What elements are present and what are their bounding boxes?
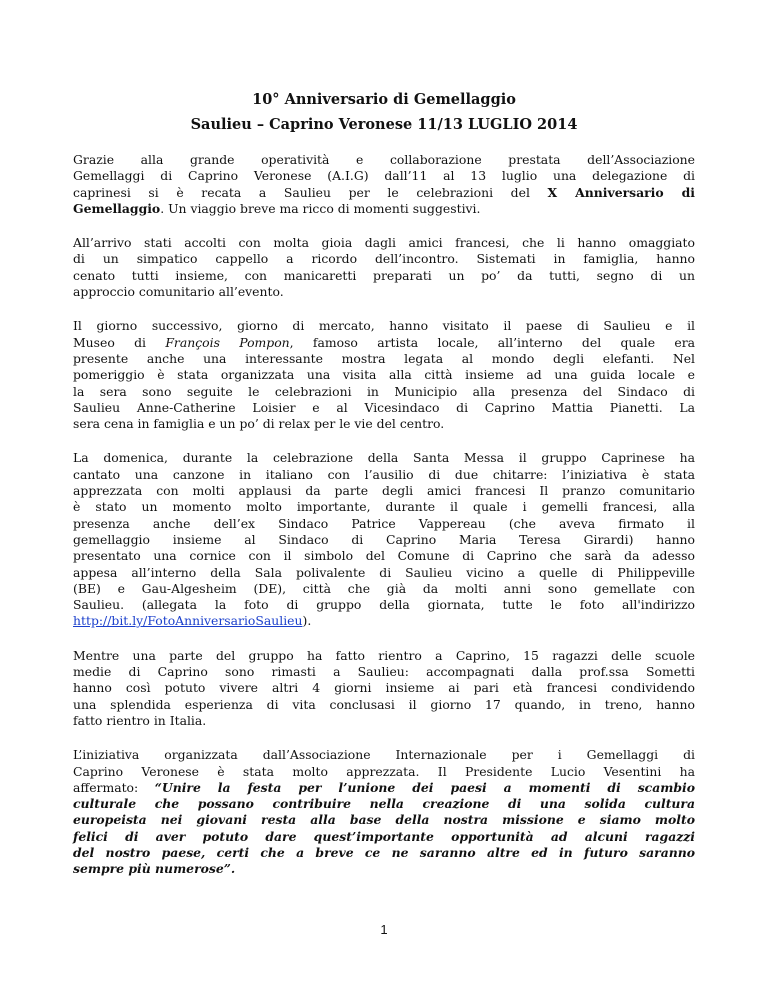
text-segment: fatto rientro in Italia. [73, 712, 207, 728]
text-line [73, 597, 695, 613]
text-line [73, 499, 695, 515]
text-line [73, 400, 695, 416]
text-segment: X Anniversario di [547, 184, 695, 200]
text-line [73, 152, 695, 168]
paragraph [73, 450, 695, 629]
text-line [73, 845, 695, 861]
text-segment: pomeriggio è stata organizzata una visita alla città insieme ad una guida locale e [73, 367, 695, 383]
text-segment: cenato tutti insieme, con manicaretti preparati un po’ da tutti, segno di un [73, 267, 695, 283]
text-segment: , famoso artista locale, all’interno del quale era [289, 334, 695, 350]
text-line [73, 648, 695, 664]
text-segment: Saulieu. (allegata la foto di gruppo della giornata, tutte le foto all'indirizzo [73, 597, 695, 613]
document-body [73, 152, 695, 896]
text-line [73, 812, 695, 828]
quote-text: felici di aver potuto dare quest’importante opportunità ad alcuni ragazzi [73, 828, 695, 844]
text-segment: Grazie alla grande operatività e collaborazione prestata dell’Associazione [73, 152, 695, 167]
text-segment: hanno così potuto vivere altri 4 giorni insieme ai pari età francesi condividendo [73, 680, 695, 696]
text-segment: presentato una cornice con il simbolo del Comune di Caprino che sarà da adesso [73, 548, 695, 564]
text-line [73, 516, 695, 532]
text-segment: Il giorno successivo, giorno di mercato, hanno visitato il paese di Saulieu e il [73, 318, 695, 334]
text-line [73, 780, 695, 796]
text-segment: caprinesi si è recata a Saulieu per le celebrazioni del [73, 184, 548, 200]
text-segment: François Pompon [165, 334, 290, 350]
text-line [73, 284, 695, 300]
text-line [73, 713, 695, 729]
text-segment: Gemellaggi di Caprino Veronese (A.I.G) dall’11 al 13 luglio una delegazione di [73, 168, 695, 184]
text-line [73, 351, 695, 367]
quote-text: culturale che possano contribuire nella creazione di una solida cultura [73, 796, 695, 812]
text-line [73, 565, 695, 581]
text-line [73, 861, 695, 877]
paragraph [73, 648, 695, 729]
text-segment: sera cena in famiglia e un po’ di relax per le vie del centro. [73, 416, 445, 432]
text-segment: All’arrivo stati accolti con molta gioia dagli amici francesi, che li hanno omaggiato [73, 235, 695, 251]
quote-text: del nostro paese, certi che a breve ce ne saranno altre ed in futuro saranno [73, 844, 695, 860]
text-line [73, 613, 695, 629]
text-segment: ). [302, 613, 312, 629]
text-line [73, 384, 695, 400]
text-line [73, 185, 695, 201]
quote-text: sempre più numerose”. [73, 861, 236, 877]
text-line [73, 548, 695, 564]
text-segment: cantato una canzone in italiano con l’ausilio di due chitarre: l’iniziativa è stata [73, 466, 695, 482]
document-title: 10° Anniversario di Gemellaggio [252, 91, 516, 108]
document-subtitle: Saulieu – Caprino Veronese 11/13 LUGLIO 2014 [190, 116, 578, 133]
text-line [73, 268, 695, 284]
text-line [73, 532, 695, 548]
text-line [73, 747, 695, 763]
text-segment: approccio comunitario all’evento. [73, 284, 284, 300]
text-line [73, 764, 695, 780]
text-segment: gemellaggio insieme al Sindaco di Caprino Maria Teresa Girardi) hanno [73, 531, 695, 547]
text-segment: è stato un momento molto importante, durante il quale i gemelli francesi, alla [73, 499, 695, 515]
text-segment: apprezzata con molti applausi da parte degli amici francesi Il pranzo comunitario [73, 483, 695, 499]
text-segment: (BE) e Gau-Algesheim (DE), città che già da molti anni sono gemellate con [73, 580, 695, 596]
text-line [73, 168, 695, 184]
text-segment: presente anche una interessante mostra legata al mondo degli elefanti. Nel [73, 350, 695, 366]
text-line [73, 664, 695, 680]
text-line [73, 697, 695, 713]
text-segment: Mentre una parte del gruppo ha fatto rientro a Caprino, 15 ragazzi delle scuole [73, 647, 695, 663]
paragraph [73, 152, 695, 217]
text-segment: Gemellaggio [73, 200, 161, 216]
text-segment: una splendida esperienza di vita conclusasi il giorno 17 quando, in treno, hanno [73, 696, 695, 712]
text-line [73, 251, 695, 267]
text-line [73, 483, 695, 499]
text-line [73, 235, 695, 251]
text-line [73, 467, 695, 483]
paragraph [73, 747, 695, 877]
text-line [73, 416, 695, 432]
page-number: 1 [380, 922, 388, 937]
text-line [73, 680, 695, 696]
text-segment: Museo di [73, 334, 166, 350]
text-line [73, 335, 695, 351]
text-segment: L’iniziativa organizzata dall’Associazione Internazionale per i Gemellaggi di [73, 747, 695, 763]
text-line [73, 367, 695, 383]
text-segment: . Un viaggio breve ma ricco di momenti suggestivi. [160, 200, 481, 216]
text-segment: Saulieu Anne-Catherine Loisier e al Vicesindaco di Caprino Mattia Pianetti. La [73, 399, 695, 415]
text-segment: La domenica, durante la celebrazione della Santa Messa il gruppo Caprinese ha [73, 450, 695, 466]
text-line [73, 450, 695, 466]
text-segment: medie di Caprino sono rimasti a Saulieu: accompagnati dalla prof.ssa Sometti [73, 664, 695, 680]
paragraph [73, 235, 695, 300]
text-line [73, 201, 695, 217]
quote-text: “Unire la festa per l’unione dei paesi a momenti di scambio [154, 779, 695, 795]
text-segment: affermato: [73, 779, 155, 795]
text-segment: presenza anche dell’ex Sindaco Patrice Vappereau (che aveva firmato il [73, 515, 695, 531]
paragraph [73, 318, 695, 432]
photo-link[interactable]: http://bit.ly/FotoAnniversarioSaulieu [73, 613, 303, 629]
text-segment: appesa all’interno della Sala polivalente di Saulieu vicino a quelle di Philippeville [73, 564, 695, 580]
text-line [73, 829, 695, 845]
text-segment: di un simpatico cappello a ricordo dell’incontro. Sistemati in famiglia, hanno [73, 251, 695, 267]
text-line [73, 581, 695, 597]
text-segment: la sera sono seguite le celebrazioni in Municipio alla presenza del Sindaco di [73, 383, 695, 399]
quote-text: europeista nei giovani resta alla base della nostra missione e siamo molto [73, 812, 695, 828]
text-segment: Caprino Veronese è stata molto apprezzata. Il Presidente Lucio Vesentini ha [73, 763, 695, 779]
text-line [73, 318, 695, 334]
text-line [73, 796, 695, 812]
